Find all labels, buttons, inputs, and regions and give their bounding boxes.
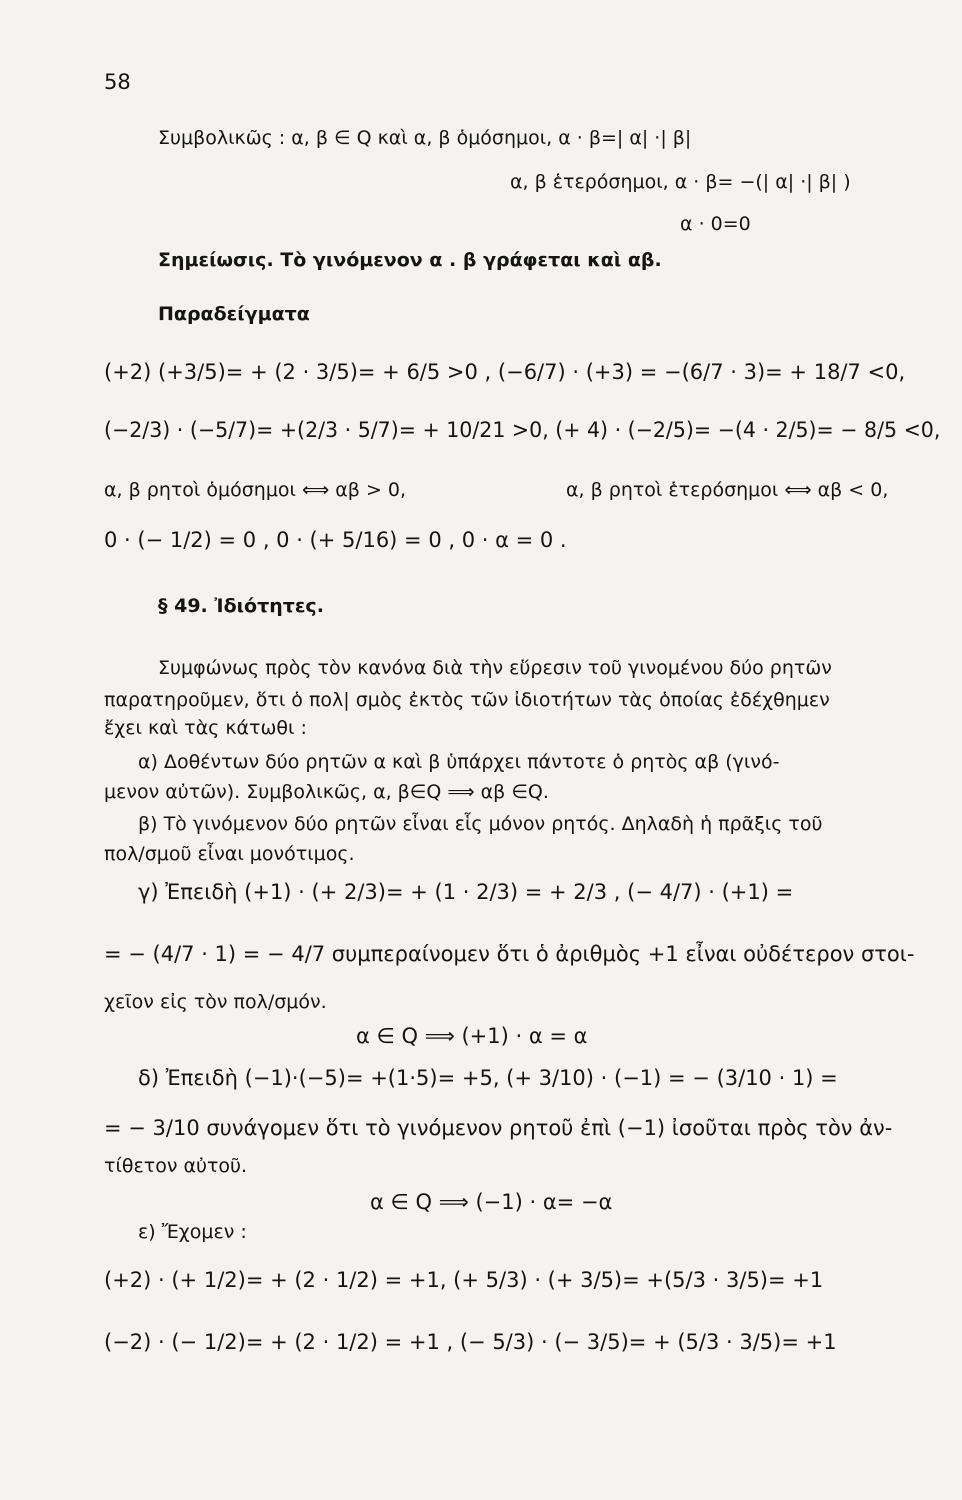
text-line-l01: Συμβολικῶς : α, β ∈ Q καὶ α, β ὁμόσημοι, α · β=| α| ·| β|: [158, 127, 692, 149]
text-line-l15: α) Δοθέντων δύο ρητῶν α καὶ β ὑπάρχει πάντοτε ὁ ρητὸς αβ (γινό-: [138, 751, 780, 773]
page-number: 58: [104, 70, 131, 94]
text-line-l14: ἔχει καὶ τὰς κάτωθι :: [104, 717, 307, 739]
text-line-l05: Παραδείγματα: [158, 303, 310, 325]
text-line-l21: χεῖον εἰς τὸν πολ/σμόν.: [104, 991, 327, 1013]
text-line-l18: πολ/σμοῦ εἶναι μονότιμος.: [104, 843, 355, 865]
text-line-l23: δ) Ἐπειδὴ (−1)·(−5)= +(1·5)= +5, (+ 3/10) · (−1) = − (3/10 · 1) =: [138, 1066, 838, 1090]
text-line-l25: τίθετον αὐτοῦ.: [104, 1155, 248, 1177]
text-line-l10: 0 · (− 1/2) = 0 , 0 · (+ 5/16) = 0 , 0 · α = 0 .: [104, 528, 567, 552]
text-line-l09: α, β ρητοὶ ἑτερόσημοι ⟺ αβ < 0,: [566, 479, 889, 501]
text-line-l26: α ∈ Q ⟹ (−1) · α= −α: [370, 1190, 613, 1214]
text-line-l16: μενον αὐτῶν). Συμβολικῶς, α, β∈Q ⟹ αβ ∈Q.: [104, 781, 549, 803]
text-line-l13: παρατηροῦμεν, ὅτι ὁ πολ| σμὸς ἐκτὸς τῶν ἰδιοτήτων τὰς ὁποίας ἐδέχθημεν: [104, 689, 830, 711]
text-line-l02: α, β ἑτερόσημοι, α · β= −(| α| ·| β| ): [510, 171, 851, 193]
text-line-l08: α, β ρητοὶ ὁμόσημοι ⟺ αβ > 0,: [104, 479, 407, 501]
text-line-l06: (+2) (+3/5)= + (2 · 3/5)= + 6/5 >0 , (−6/7) · (+3) = −(6/7 · 3)= + 18/7 <0,: [104, 360, 906, 384]
text-line-l07: (−2/3) · (−5/7)= +(2/3 · 5/7)= + 10/21 >0, (+ 4) · (−2/5)= −(4 · 2/5)= − 8/5 <0,: [104, 418, 941, 442]
text-line-l04: Σημείωσις. Τὸ γινόμενον α . β γράφεται καὶ αβ.: [158, 249, 662, 271]
text-line-l20: = − (4/7 · 1) = − 4/7 συμπεραίνομεν ὅτι ὁ ἀριθμὸς +1 εἶναι οὐδέτερον στοι-: [104, 942, 915, 966]
text-line-l28: (+2) · (+ 1/2)= + (2 · 1/2) = +1, (+ 5/3) · (+ 3/5)= +(5/3 · 3/5)= +1: [104, 1268, 824, 1292]
text-line-l03: α · 0=0: [680, 213, 751, 235]
text-line-l19: γ) Ἐπειδὴ (+1) · (+ 2/3)= + (1 · 2/3) = + 2/3 , (− 4/7) · (+1) =: [138, 880, 794, 904]
text-line-l17: β) Τὸ γινόμενον δύο ρητῶν εἶναι εἷς μόνον ρητός. Δηλαδὴ ἡ πρᾶξις τοῦ: [138, 813, 823, 835]
text-line-l29: (−2) · (− 1/2)= + (2 · 1/2) = +1 , (− 5/3) · (− 3/5)= + (5/3 · 3/5)= +1: [104, 1330, 837, 1354]
text-line-l12: Συμφώνως πρὸς τὸν κανόνα διὰ τὴν εὕρεσιν τοῦ γινομένου δύο ρητῶν: [158, 657, 832, 679]
text-line-l22: α ∈ Q ⟹ (+1) · α = α: [356, 1024, 588, 1048]
text-line-l27: ε) Ἔχομεν :: [138, 1221, 247, 1243]
text-line-l24: = − 3/10 συνάγομεν ὅτι τὸ γινόμενον ρητοῦ ἐπὶ (−1) ἰσοῦται πρὸς τὸν ἀν-: [104, 1116, 893, 1140]
text-line-l11: § 49. Ἰδιότητες.: [158, 595, 324, 617]
